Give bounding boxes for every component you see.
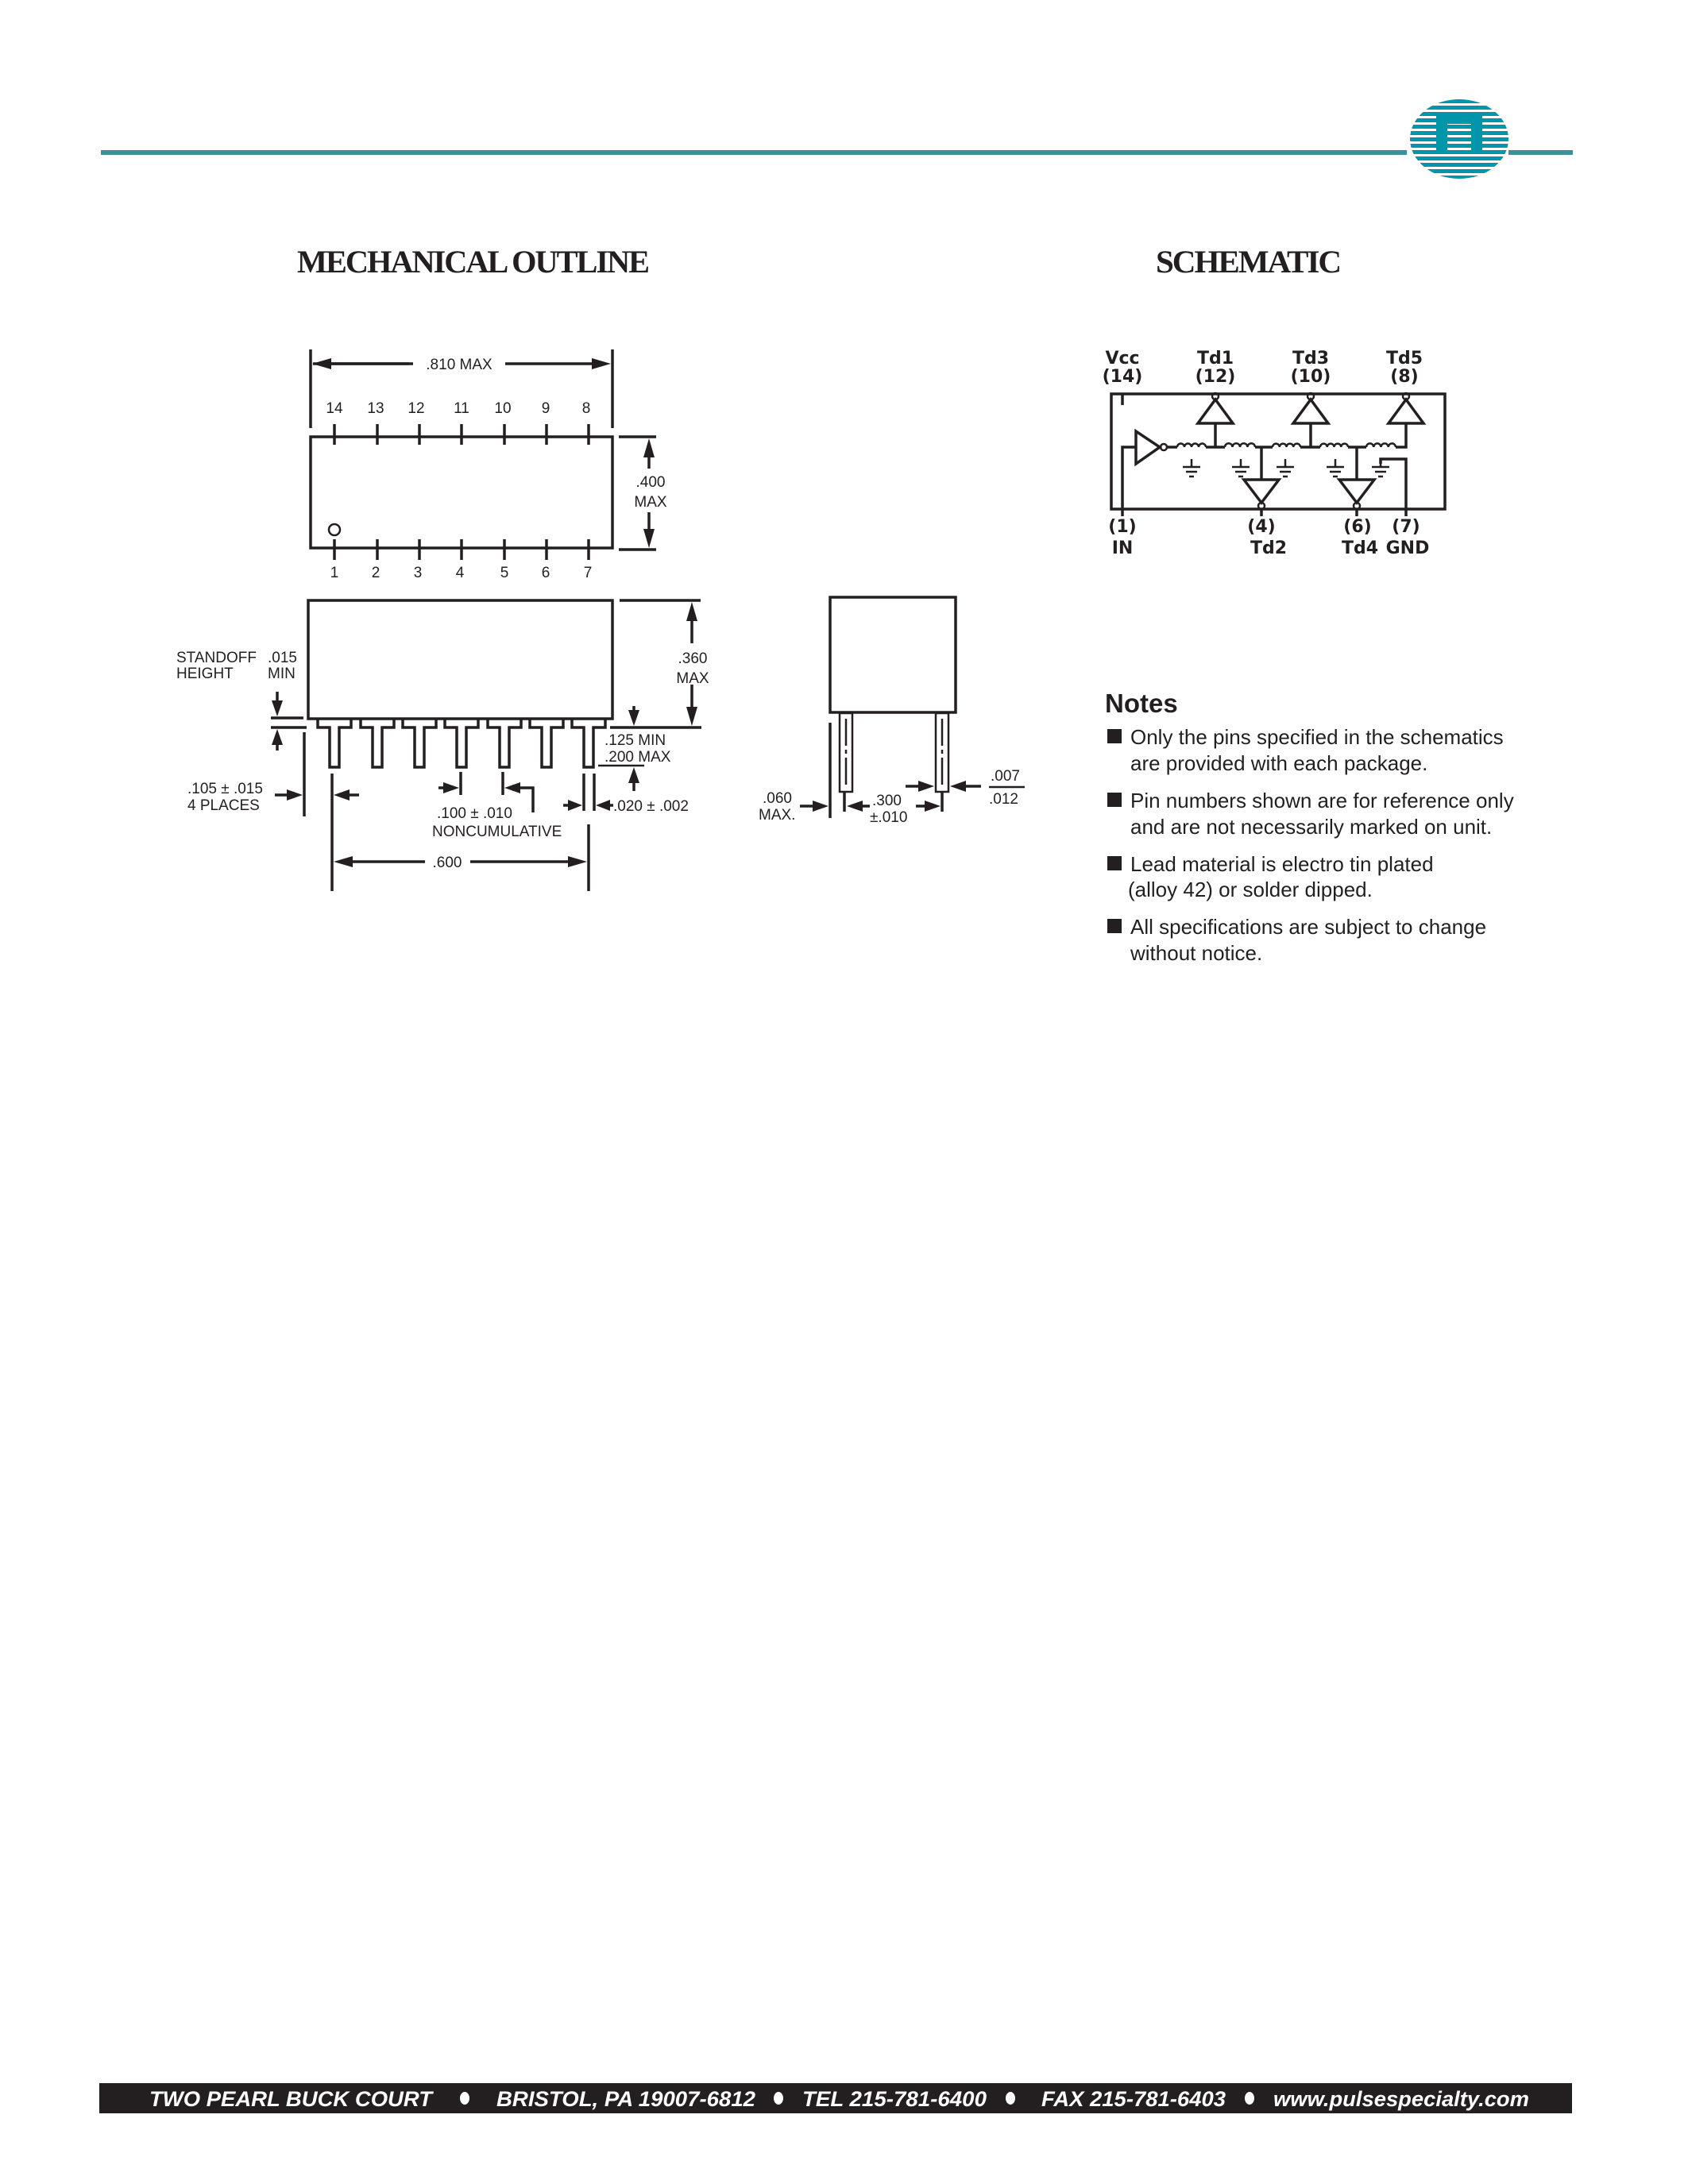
bullet-square-icon bbox=[1107, 729, 1122, 743]
note-item bbox=[1107, 915, 1486, 965]
pin-number: 8 bbox=[581, 400, 591, 417]
note-text: Only the pins specified in the schematics bbox=[1130, 725, 1504, 749]
pin-number: 9 bbox=[541, 400, 550, 417]
pin-number: 4 bbox=[455, 565, 465, 581]
bullet-icon bbox=[1006, 2092, 1015, 2105]
note-item bbox=[1107, 789, 1514, 839]
lead-pin bbox=[530, 719, 563, 767]
pin-number: 12 bbox=[408, 400, 425, 417]
note-item bbox=[1107, 852, 1434, 901]
height-400-max-label: MAX bbox=[634, 494, 667, 511]
height-360-max-label: MAX bbox=[676, 670, 709, 687]
bullet-square-icon bbox=[1107, 793, 1122, 807]
lead-pin bbox=[318, 719, 351, 767]
mechanical-outline-title: MECHANICAL OUTLINE bbox=[297, 244, 649, 280]
lead-length-max: .200 MAX bbox=[605, 749, 671, 766]
footer-address: TWO PEARL BUCK COURT bbox=[149, 2087, 435, 2111]
bottom-pin-numbers bbox=[330, 565, 593, 581]
standoff-label: STANDOFF bbox=[176, 650, 257, 666]
row-spacing-label: .300 bbox=[872, 793, 902, 809]
td1-label: Td1 bbox=[1196, 349, 1234, 369]
span-600-label: .600 bbox=[432, 855, 462, 871]
lead-width-label: .020 ± .002 bbox=[613, 798, 689, 815]
end-view-drawing bbox=[759, 597, 1025, 826]
in-label: IN bbox=[1111, 538, 1134, 558]
td4-label: Td4 bbox=[1341, 538, 1379, 558]
bullet-icon bbox=[460, 2092, 469, 2105]
gnd-label: GND bbox=[1385, 538, 1430, 558]
buffer-icon bbox=[1244, 480, 1279, 503]
note-item bbox=[1107, 725, 1504, 775]
lead-thickness-label: .060 bbox=[763, 790, 792, 807]
vcc-pin: (14) bbox=[1102, 367, 1143, 387]
bullet-icon bbox=[774, 2092, 783, 2105]
note-text: Pin numbers shown are for reference only bbox=[1130, 789, 1514, 812]
ground-icon bbox=[1277, 459, 1294, 477]
inverter-bubble bbox=[1212, 393, 1219, 399]
bullet-icon bbox=[1245, 2092, 1254, 2105]
td5-label: Td5 bbox=[1385, 349, 1423, 369]
schematic-title: SCHEMATIC bbox=[1156, 244, 1340, 280]
note-text: All specifications are subject to change bbox=[1130, 915, 1487, 939]
four-places-label: 4 PLACES bbox=[187, 797, 260, 814]
inductor-icon bbox=[1177, 444, 1206, 448]
lead-thickness-max: MAX. bbox=[759, 807, 796, 824]
footer-website[interactable]: www.pulsespecialty.com bbox=[1273, 2087, 1529, 2111]
lead-pin bbox=[403, 719, 436, 767]
standoff-height-label: HEIGHT bbox=[176, 666, 234, 682]
td2-pin: (4) bbox=[1247, 517, 1276, 537]
buffer-icon bbox=[1389, 399, 1423, 423]
pin-number: 3 bbox=[413, 565, 423, 581]
header-rule-left bbox=[101, 150, 1407, 155]
pitch-label: .100 ± .010 bbox=[437, 805, 512, 822]
header-rule-right bbox=[1508, 150, 1573, 155]
note-text: are provided with each package. bbox=[1130, 751, 1428, 775]
lead-width-fraction-top: .007 bbox=[991, 768, 1020, 785]
buffer-icon bbox=[1293, 399, 1328, 423]
width-810-label: .810 MAX bbox=[426, 357, 492, 373]
top-view-drawing bbox=[311, 349, 667, 581]
inductor-icon bbox=[1225, 443, 1255, 447]
ground-icon bbox=[1327, 459, 1344, 477]
footer-city: BRISTOL, PA 19007-6812 bbox=[496, 2087, 755, 2111]
ground-icon bbox=[1183, 459, 1200, 477]
td3-pin: (10) bbox=[1290, 367, 1331, 387]
td3-label: Td3 bbox=[1292, 349, 1330, 369]
bullet-square-icon bbox=[1107, 856, 1122, 870]
pin-number: 14 bbox=[326, 400, 343, 417]
td5-pin: (8) bbox=[1390, 367, 1419, 387]
lead-length-min: .125 MIN bbox=[605, 732, 666, 749]
inverter-bubble bbox=[1258, 503, 1265, 509]
note-text: without notice. bbox=[1130, 941, 1263, 965]
edge-distance-label: .105 ± .015 bbox=[187, 781, 263, 797]
pin-number: 13 bbox=[367, 400, 384, 417]
row-spacing-tolerance: ±.010 bbox=[870, 809, 908, 826]
noncumulative-label: NONCUMULATIVE bbox=[432, 824, 562, 840]
buffer-icon bbox=[1198, 399, 1233, 423]
pin-number: 1 bbox=[330, 565, 339, 581]
td2-label: Td2 bbox=[1250, 538, 1288, 558]
bullet-square-icon bbox=[1107, 919, 1122, 933]
in-pin: (1) bbox=[1108, 517, 1137, 537]
top-pin-numbers bbox=[326, 400, 590, 417]
height-400-label: .400 bbox=[635, 474, 666, 491]
schematic-diagram bbox=[1103, 349, 1445, 558]
standoff-min: MIN bbox=[268, 666, 295, 682]
ground-icon bbox=[1232, 459, 1250, 477]
td1-pin: (12) bbox=[1195, 367, 1236, 387]
inverter-bubble bbox=[1354, 503, 1360, 509]
inductor-icon bbox=[1366, 443, 1396, 447]
vcc-label: Vcc bbox=[1105, 349, 1140, 369]
inverter-bubble bbox=[1308, 393, 1314, 399]
inverter-bubble bbox=[1403, 393, 1409, 399]
schematic-top-labels bbox=[1103, 349, 1423, 387]
lead-pin bbox=[572, 719, 605, 767]
footer-tel: TEL 215-781-6400 bbox=[802, 2087, 987, 2111]
side-view-drawing bbox=[176, 600, 709, 891]
height-360-label: .360 bbox=[678, 650, 708, 667]
lead-width-fraction-bottom: .012 bbox=[989, 791, 1018, 808]
notes-section bbox=[1105, 689, 1514, 965]
buffer-icon bbox=[1339, 480, 1374, 503]
lead-pin bbox=[445, 719, 478, 767]
pin-number: 6 bbox=[541, 565, 550, 581]
footer-bar bbox=[99, 2083, 1572, 2113]
pin-number: 11 bbox=[454, 400, 469, 417]
pin-number: 7 bbox=[583, 565, 593, 581]
note-text: Lead material is electro tin plated bbox=[1130, 852, 1434, 876]
footer-fax: FAX 215-781-6403 bbox=[1041, 2087, 1226, 2111]
pin-number: 5 bbox=[500, 565, 509, 581]
note-text: and are not necessarily marked on unit. bbox=[1130, 815, 1493, 839]
lead-pin bbox=[361, 719, 394, 767]
standoff-value: .015 bbox=[268, 650, 297, 666]
inductor-icon bbox=[1320, 444, 1348, 447]
inductor-icon bbox=[1273, 444, 1300, 447]
gnd-pin: (7) bbox=[1392, 517, 1420, 537]
schematic-bottom-labels bbox=[1108, 517, 1429, 558]
lead-pin bbox=[488, 719, 521, 767]
pin-number: 2 bbox=[371, 565, 380, 581]
note-text: (alloy 42) or solder dipped. bbox=[1128, 878, 1373, 901]
notes-title: Notes bbox=[1105, 689, 1178, 718]
pulse-logo-icon bbox=[1406, 99, 1517, 179]
header bbox=[101, 99, 1573, 179]
td4-pin: (6) bbox=[1343, 517, 1372, 537]
pin-number: 10 bbox=[494, 400, 512, 417]
